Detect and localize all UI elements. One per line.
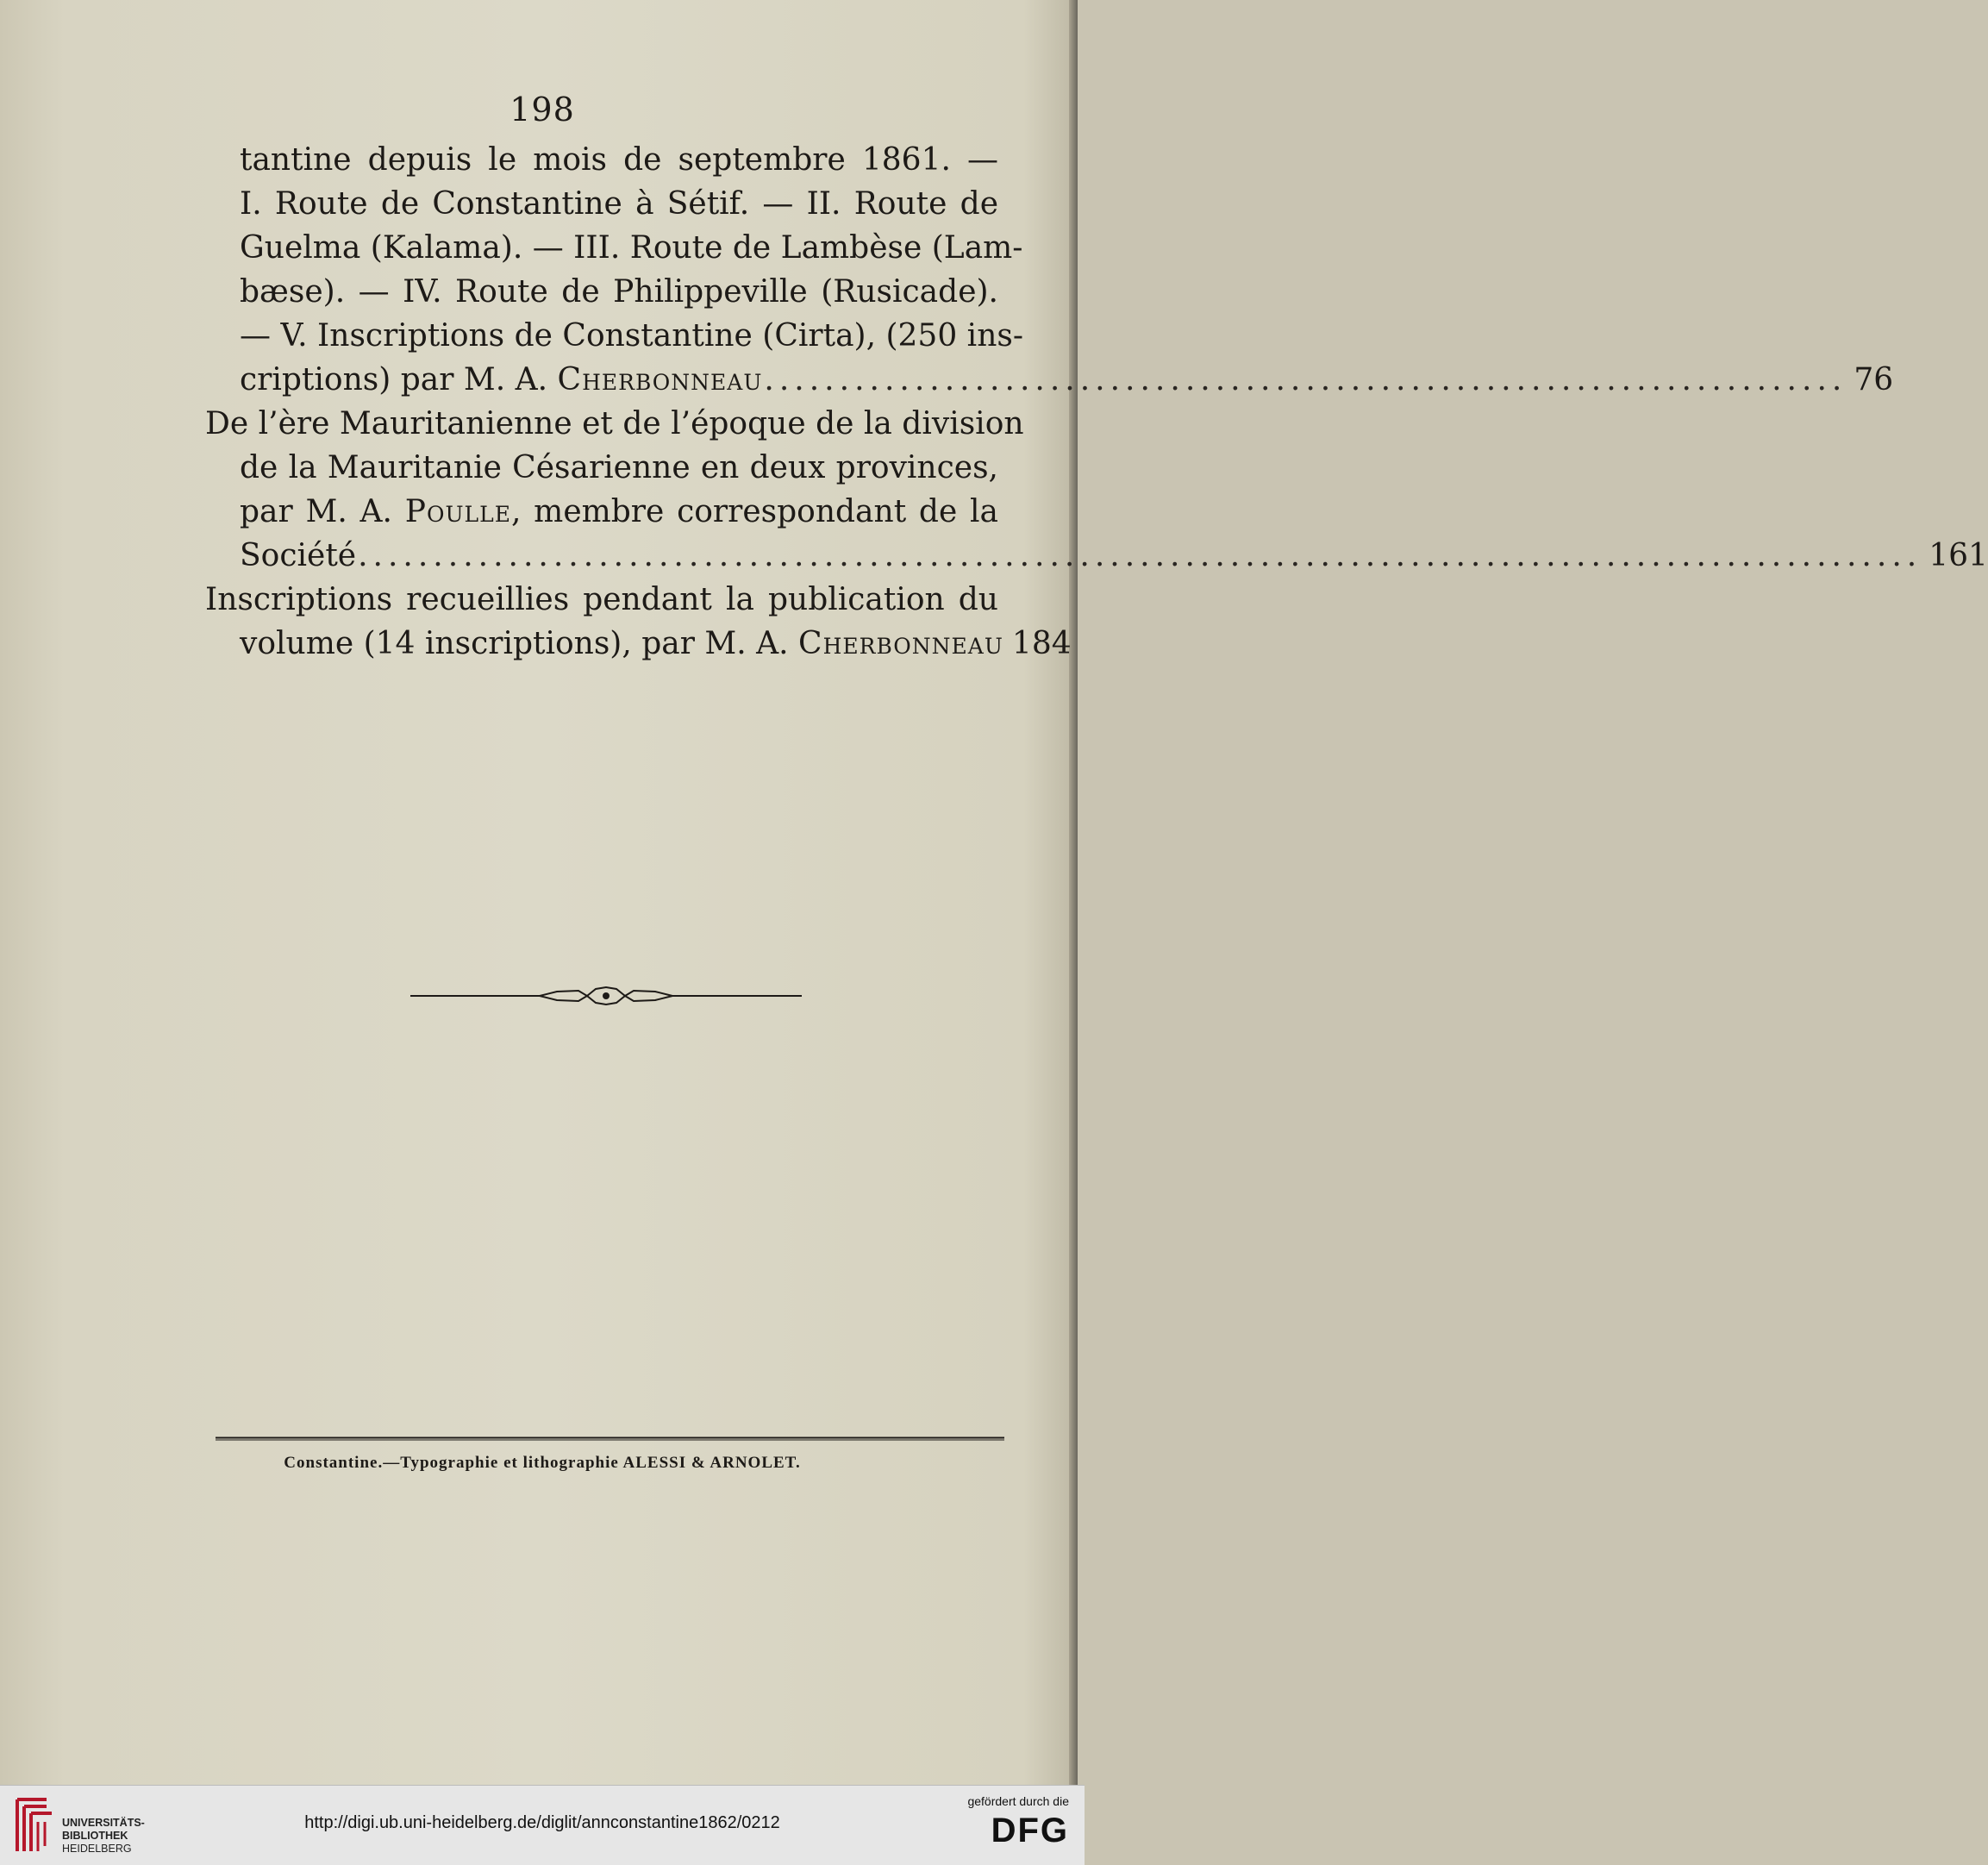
- toc-line: De l’ère Mauritanienne et de l’époque de la division: [205, 406, 1024, 441]
- dot-leader: ........................................................................................................: [358, 538, 1922, 573]
- dot-leader: ........................................................................: [764, 362, 1847, 397]
- toc-line: bæse). — IV. Route de Philippeville (Rusicade).: [240, 274, 998, 310]
- toc-line: I. Route de Constantine à Sétif. — II. Route de: [240, 186, 998, 222]
- toc-entry-line: [205, 622, 1072, 666]
- library-name-line: UNIVERSITÄTS-: [62, 1817, 145, 1829]
- toc-entry-text: [240, 358, 762, 402]
- toc-line: Guelma (Kalama). — III. Route de Lambèse (Lam-: [240, 230, 1023, 266]
- library-name-line: BIBLIOTHEK: [62, 1830, 128, 1842]
- toc-entry-text: Société: [240, 538, 357, 573]
- toc-entry-line: [205, 358, 1894, 402]
- funding-credit: [967, 1794, 1069, 1848]
- toc-text: , membre correspondant de la: [510, 494, 999, 529]
- toc-page-ref: 184: [1011, 626, 1072, 661]
- horizontal-rule: [216, 1436, 1004, 1441]
- page-edge-shadow: [1069, 0, 1078, 1785]
- author-name: Poulle: [404, 494, 511, 529]
- toc-line: de la Mauritanie Césarienne en deux provinces,: [240, 450, 998, 485]
- toc-page-ref: 161: [1929, 538, 1988, 573]
- permalink-url[interactable]: http://digi.ub.uni-heidelberg.de/diglit/annconstantine1862/0212: [304, 1813, 780, 1832]
- page-number: 198: [510, 91, 575, 128]
- typographic-ornament: [410, 983, 802, 1009]
- author-name: Cherbonneau: [798, 626, 1003, 661]
- toc-line: — V. Inscriptions de Constantine (Cirta), (250 ins-: [240, 318, 1024, 354]
- toc-page-ref: 76: [1854, 362, 1894, 397]
- toc-text: criptions) par M. A.: [240, 362, 558, 397]
- toc-line: [205, 490, 998, 534]
- toc-text: par M. A.: [240, 494, 405, 529]
- viewer-footer: [0, 1785, 1085, 1865]
- dfg-logo[interactable]: DFG: [991, 1812, 1069, 1849]
- toc-entry-text: [240, 622, 1003, 666]
- toc-line: Inscriptions recueillies pendant la publication du: [205, 582, 998, 617]
- funding-label: gefördert durch die: [967, 1794, 1069, 1808]
- toc-line: tantine depuis le mois de septembre 1861. —: [240, 142, 998, 178]
- toc-entry-line: [205, 534, 1988, 578]
- table-of-contents: [205, 138, 1988, 666]
- toc-text: volume (14 inscriptions), par M. A.: [240, 626, 799, 661]
- author-name: Cherbonneau: [557, 362, 763, 397]
- library-name-line: HEIDELBERG: [62, 1843, 132, 1855]
- printer-imprint: Constantine.—Typographie et lithographie ALESSI & ARNOLET.: [284, 1454, 801, 1472]
